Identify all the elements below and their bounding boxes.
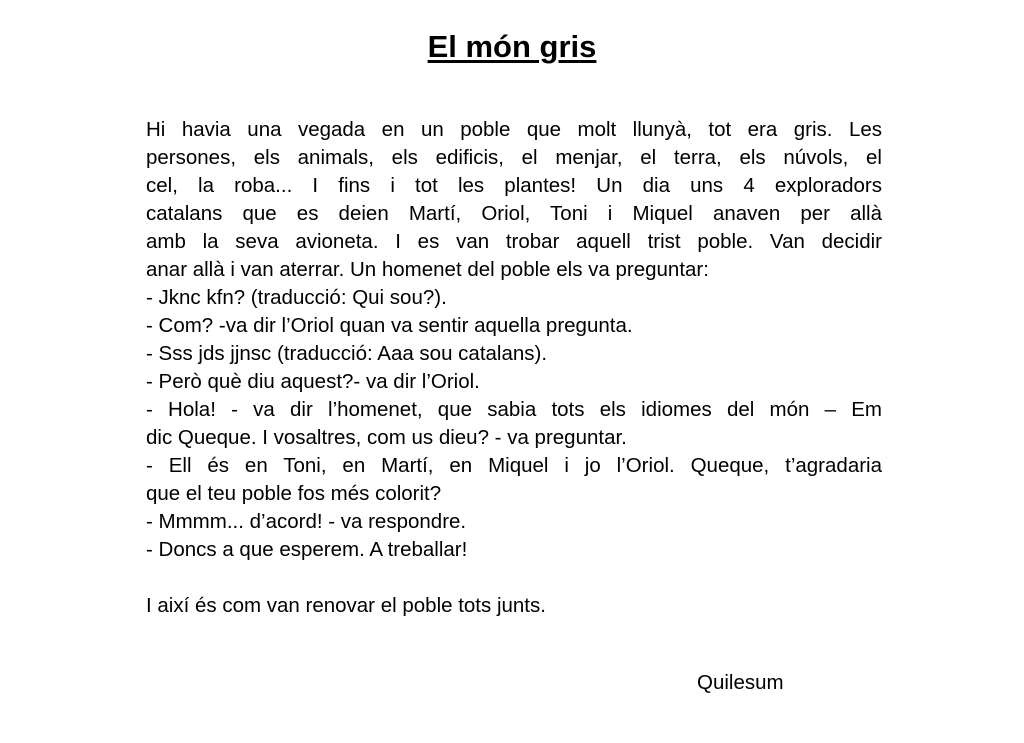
dialogue-line-1: - Jknc kfn? (traducció: Qui sou?).: [146, 286, 447, 309]
dialogue-line-8: que el teu poble fos més colorit?: [146, 482, 442, 505]
dialogue-line-4: - Però què diu aquest?- va dir l’Oriol.: [146, 370, 480, 393]
author-signature: Quilesum: [697, 671, 784, 694]
closing-sentence: I així és com van renovar el poble tots junts.: [146, 594, 546, 617]
story-line-1: Hi havia una vegada en un poble que molt llunyà, tot era gris. Les: [146, 118, 882, 141]
story-line-3: cel, la roba... I fins i tot les plantes! Un dia uns 4 exploradors: [146, 174, 882, 197]
dialogue-line-3: - Sss jds jjnsc (traducció: Aaa sou catalans).: [146, 342, 548, 365]
dialogue-line-7: - Ell és en Toni, en Martí, en Miquel i jo l’Oriol. Queque, t’agradaria: [146, 454, 882, 477]
dialogue-line-5: - Hola! - va dir l’homenet, que sabia tots els idiomes del món – Em: [146, 398, 882, 421]
story-line-2: persones, els animals, els edificis, el menjar, el terra, els núvols, el: [146, 146, 882, 169]
story-line-5: amb la seva avioneta. I es van trobar aquell trist poble. Van decidir: [146, 230, 882, 253]
story-line-4: catalans que es deien Martí, Oriol, Toni i Miquel anaven per allà: [146, 202, 882, 225]
story-body: [146, 116, 882, 564]
dialogue-line-9: - Mmmm... d’acord! - va respondre.: [146, 510, 467, 533]
dialogue-line-10: - Doncs a que esperem. A treballar!: [146, 538, 468, 561]
story-line-6: anar allà i van aterrar. Un homenet del poble els va preguntar:: [146, 258, 709, 281]
dialogue-line-2: - Com? -va dir l’Oriol quan va sentir aquella pregunta.: [146, 314, 633, 337]
document-title: El món gris: [427, 29, 597, 64]
dialogue-line-6: dic Queque. I vosaltres, com us dieu? - va preguntar.: [146, 426, 627, 449]
